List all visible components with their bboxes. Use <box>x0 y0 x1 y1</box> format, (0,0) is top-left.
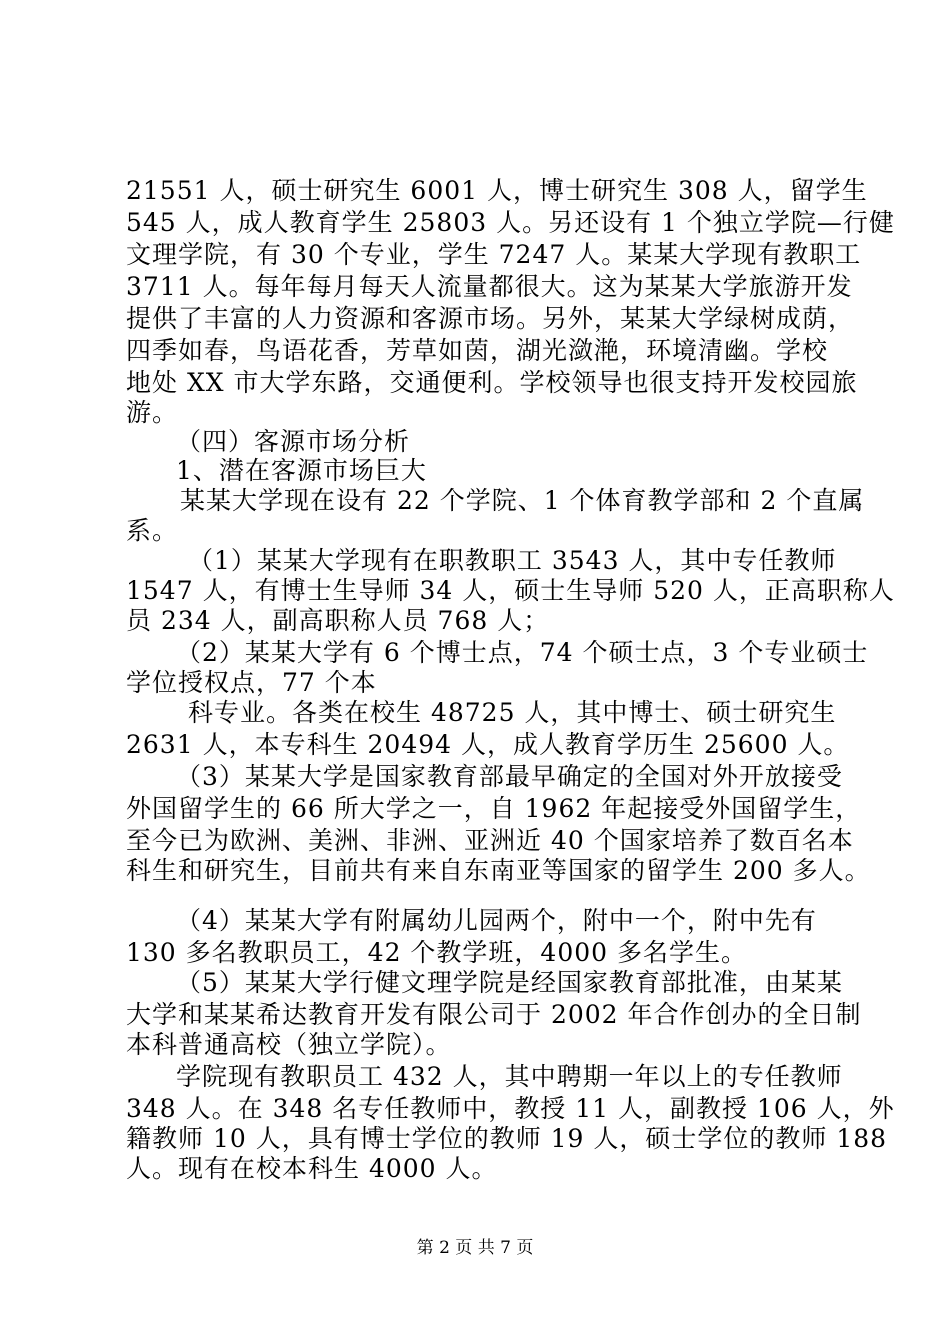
text-line: 大学和某某希达教育开发有限公司于 2002 年合作创办的全日制 <box>126 1000 862 1029</box>
text-line: 提供了丰富的人力资源和客源市场。另外，某某大学绿树成荫， <box>126 304 855 333</box>
text-line: 学院现有教职员工 432 人，其中聘期一年以上的专任教师 <box>176 1062 843 1091</box>
text-line: 某某大学现在设有 22 个学院、1 个体育教学部和 2 个直属 <box>180 486 865 515</box>
text-line: （1）某某大学现有在职教职工 3543 人，其中专任教师 <box>188 546 837 575</box>
text-line: 21551 人，硕士研究生 6001 人，博士研究生 308 人，留学生 <box>126 176 868 205</box>
text-line: 科生和研究生，目前共有来自东南亚等国家的留学生 200 多人。 <box>126 856 871 885</box>
text-line: 545 人，成人教育学生 25803 人。另还设有 1 个独立学院—行健 <box>126 208 895 237</box>
text-line: （4）某某大学有附属幼儿园两个，附中一个，附中先有 <box>176 906 817 935</box>
text-line: 348 人。在 348 名专任教师中，教授 11 人，副教授 106 人，外 <box>126 1094 895 1123</box>
subsection-heading: 1、潜在客源市场巨大 <box>176 456 427 485</box>
text-line: 学位授权点，77 个本 <box>126 668 377 697</box>
text-line: 外国留学生的 66 所大学之一，自 1962 年起接受外国留学生， <box>126 794 862 823</box>
text-line: 本科普通高校（独立学院）。 <box>126 1030 452 1059</box>
text-line: 四季如春，鸟语花香，芳草如茵，湖光潋滟，环境清幽。学校 <box>126 336 829 365</box>
text-line: 游。 <box>126 398 179 427</box>
text-line: 员 234 人，副高职称人员 768 人； <box>126 606 550 635</box>
text-line: 系。 <box>126 516 179 545</box>
text-line: 2631 人，本专科生 20494 人，成人教育学历生 25600 人。 <box>126 730 850 759</box>
text-line: 籍教师 10 人，具有博士学位的教师 19 人，硕士学位的教师 188 <box>126 1124 888 1153</box>
text-line: 130 多名教职员工，42 个教学班，4000 多名学生。 <box>126 938 747 967</box>
section-heading: （四）客源市场分析 <box>176 427 411 456</box>
text-line: 1547 人，有博士生导师 34 人，硕士生导师 520 人，正高职称人 <box>126 576 895 605</box>
text-line: （5）某某大学行健文理学院是经国家教育部批准，由某某 <box>176 968 843 997</box>
text-line: 文理学院，有 30 个专业，学生 7247 人。某某大学现有教职工 <box>126 240 862 269</box>
page-footer: 第 2 页 共 7 页 <box>416 1238 534 1258</box>
text-line: （2）某某大学有 6 个博士点，74 个硕士点，3 个专业硕士 <box>176 638 869 667</box>
text-line: 3711 人。每年每月每天人流量都很大。这为某某大学旅游开发 <box>126 272 853 301</box>
text-line: （3）某某大学是国家教育部最早确定的全国对外开放接受 <box>176 762 843 791</box>
text-line: 科专业。各类在校生 48725 人，其中博士、硕士研究生 <box>188 698 837 727</box>
text-line: 地处 XX 市大学东路，交通便利。学校领导也很支持开发校园旅 <box>126 368 858 397</box>
text-line: 人。现有在校本科生 4000 人。 <box>126 1154 498 1183</box>
text-line: 至今已为欧洲、美洲、非洲、亚洲近 40 个国家培养了数百名本 <box>126 826 854 855</box>
